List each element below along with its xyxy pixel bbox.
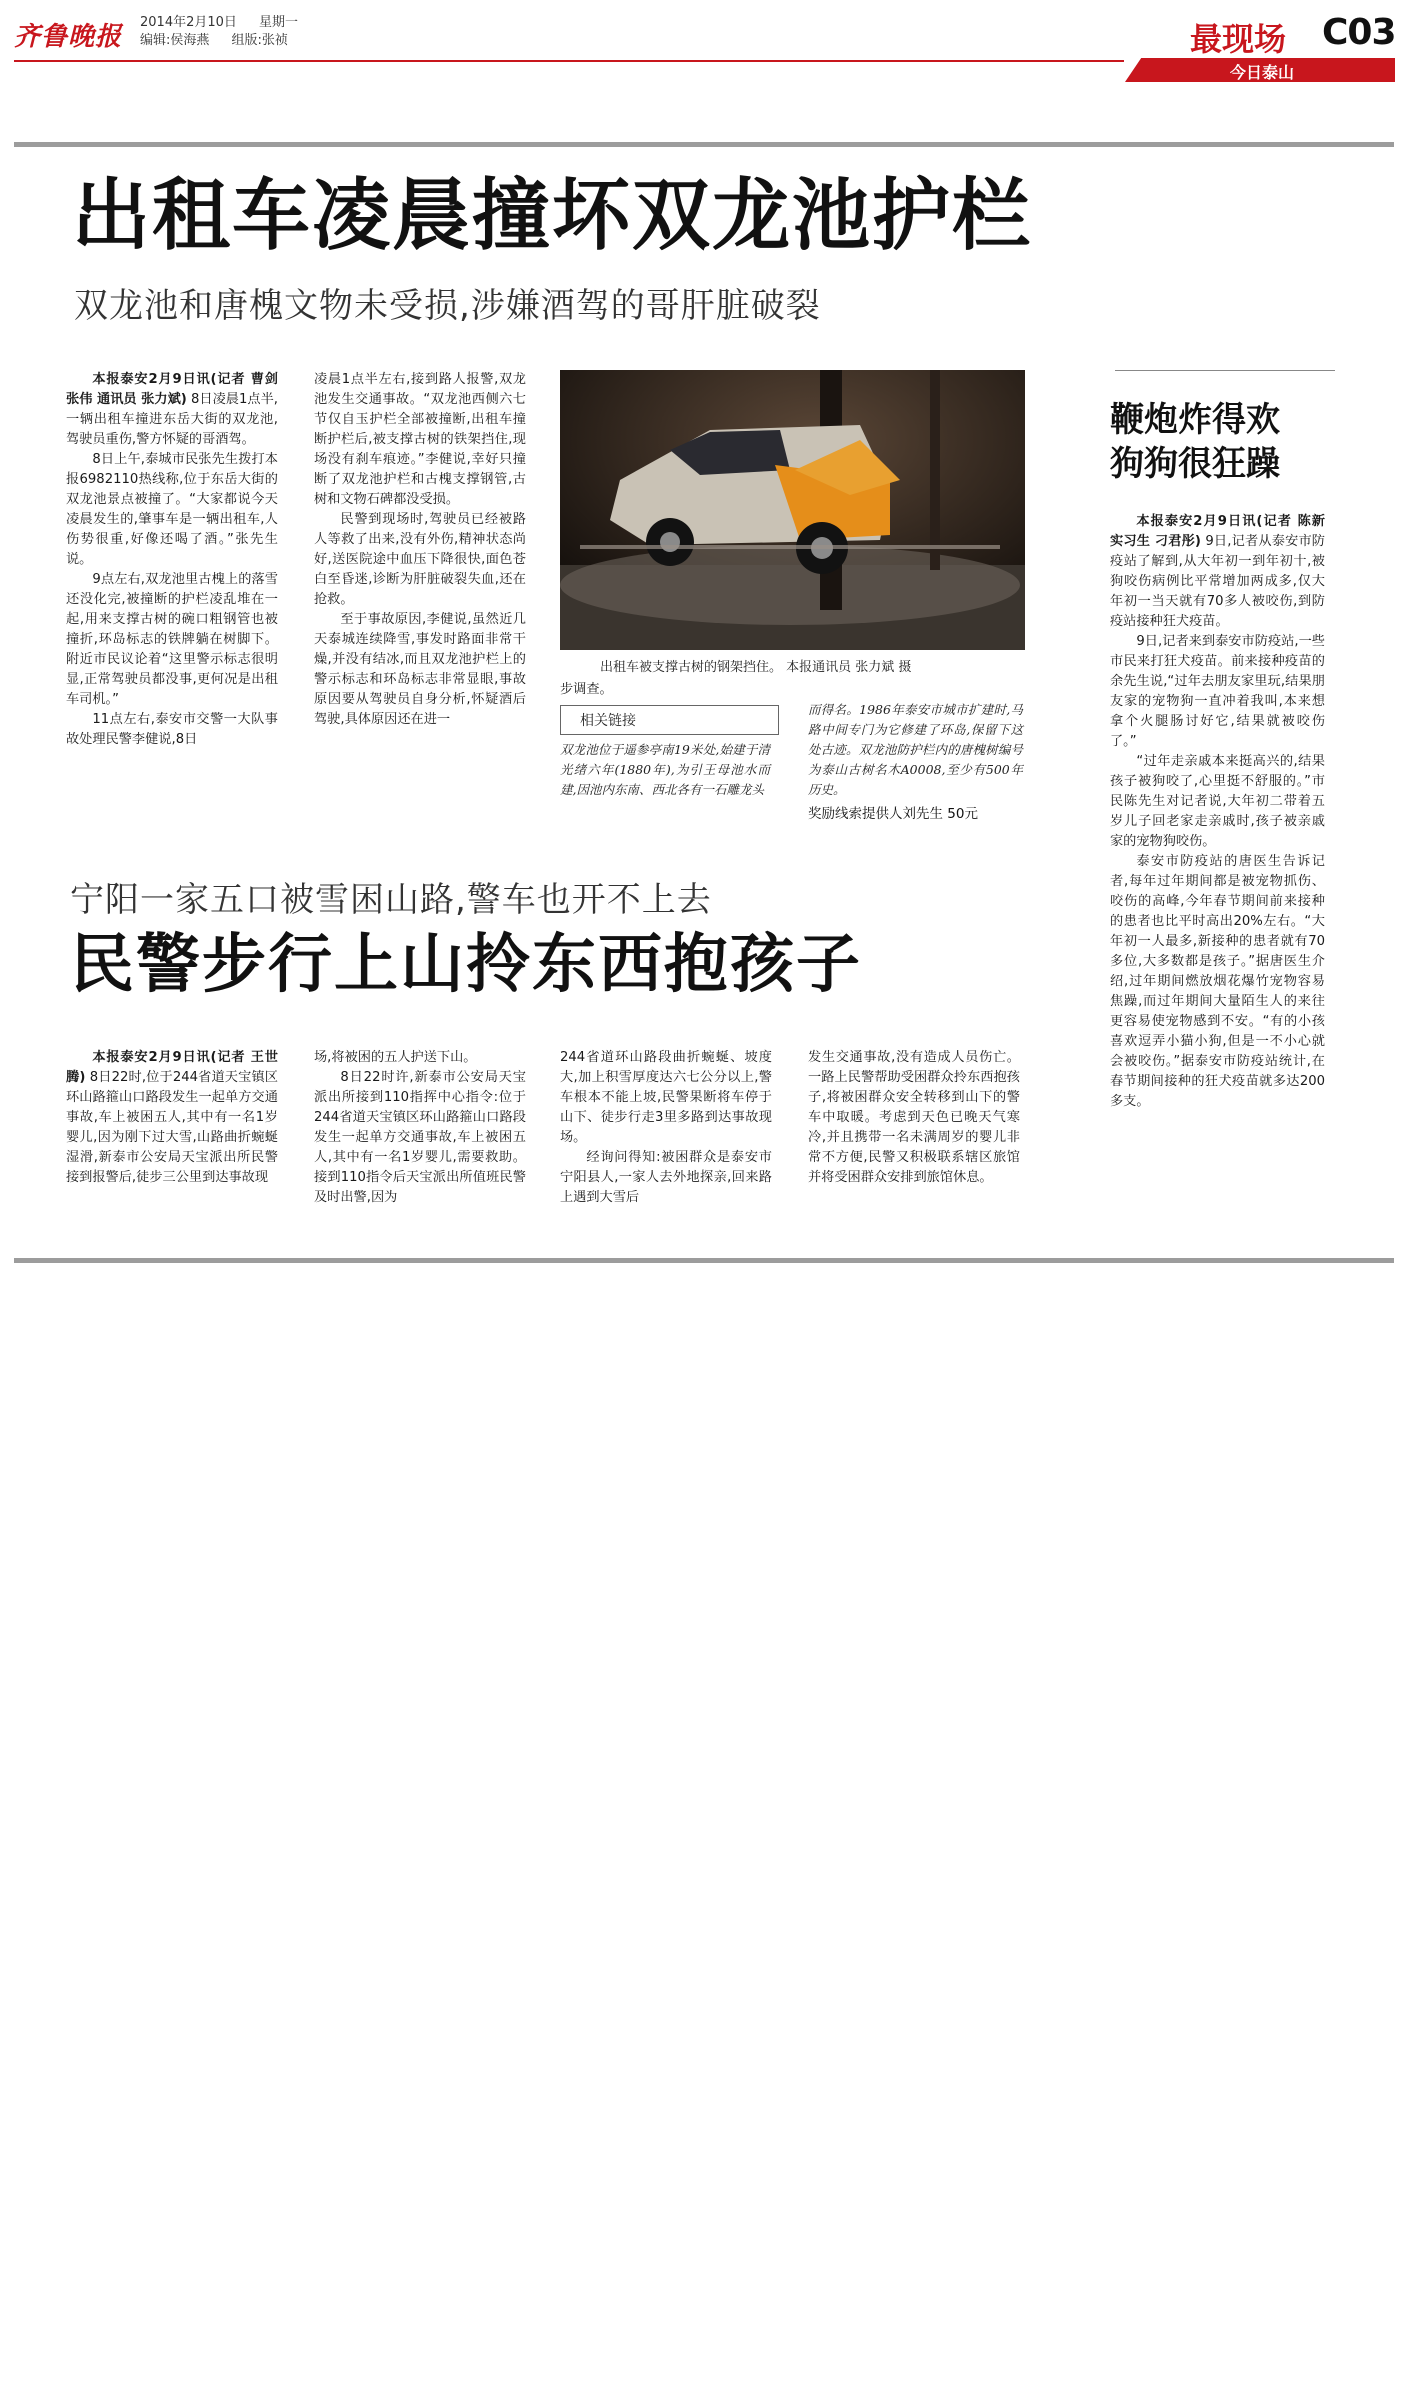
bottom-divider <box>14 1258 1394 1263</box>
photo-caption: 出租车被支撑古树的钢架挡住。 本报通讯员 张力斌 摄 <box>600 660 912 675</box>
story3-column <box>1110 512 1325 1112</box>
story1-headline: 出租车凌晨撞坏双龙池护栏 <box>72 171 1033 261</box>
story2-subhead: 宁阳一家五口被雪困山路,警车也开不上去 <box>70 880 712 920</box>
page-number: C03 <box>1322 12 1396 53</box>
story2-column-1 <box>66 1048 278 1188</box>
editor-credit: 编辑:侯海燕 <box>140 33 210 48</box>
story2-column-2 <box>314 1048 526 1208</box>
story3-para: “过年走亲戚本来挺高兴的,结果孩子被狗咬了,心里挺不舒服的。”市民陈先生对记者说,大年初二带着五岁儿子回老家走亲戚时,孩子被亲戚家的宠物狗咬伤。 <box>1110 754 1325 849</box>
related-text-a: 双龙池位于遥参亭南19米处,始建于清光绪六年(1880年),为引王母池水而建,因池内东南、西北各有一石雕龙头 <box>560 742 770 797</box>
story2-para: 244省道环山路段曲折蜿蜒、坡度大,加上积雪厚度达六七公分以上,警车根本不能上坡,民警果断将车停于山下、徒步行走3里多路到达事故现场。 <box>560 1050 772 1145</box>
story1-para: 9点左右,双龙池里古槐上的落雪还没化完,被撞断的护栏凌乱堆在一起,用来支撑古树的碗口粗钢管也被撞折,环岛标志的铁牌躺在树脚下。附近市民议论着“这里警示标志很明显,正常驾驶员都没事,更何况是出租车司机。” <box>66 572 278 707</box>
section-title: 最现场 <box>1190 20 1287 58</box>
taxi-crash-image <box>560 370 1025 650</box>
newspaper-logo: 齐鲁晚报 <box>14 22 123 52</box>
layout-credit: 组版:张祯 <box>231 33 288 48</box>
story1-column-2 <box>314 370 526 730</box>
story1-para: 步调查。 <box>560 682 613 697</box>
top-divider <box>14 142 1394 147</box>
issue-weekday: 星期一 <box>259 15 299 30</box>
story1-para: 凌晨1点半左右,接到路人报警,双龙池发生交通事故。“双龙池西侧六七节仅自玉护栏全部被撞断,出租车撞断护栏后,被支撑古树的铁架挡住,现场没有刹车痕迹。”李健说,幸好只撞断了双龙池护栏和古槐支撑钢管,古树和文物石碑都没受损。 <box>314 372 526 507</box>
story1-para: 本报泰安2月9日讯(记者 曹剑 张伟 通讯员 张力斌) 8日凌晨1点半,一辆出租车撞进东岳大街的双龙池,驾驶员重伤,警方怀疑的哥酒驾。 <box>66 372 278 447</box>
reward-note: 奖励线索提供人刘先生 50元 <box>808 806 978 822</box>
related-link-label: 相关链接 <box>580 713 636 729</box>
story2-para: 经询问得知:被困群众是泰安市宁阳县人,一家人去外地探亲,回来路上遇到大雪后 <box>560 1150 772 1205</box>
related-text-b: 而得名。1986年泰安市城市扩建时,马路中间专门为它修建了环岛,保留下这处古迹。双龙池防护栏内的唐槐树编号为泰山古树名木A0008,至少有500年历史。 <box>808 702 1023 797</box>
story1-para: 8日上午,泰城市民张先生拨打本报6982110热线称,位于东岳大街的双龙池景点被撞了。“大家都说今天凌晨发生的,肇事车是一辆出租车,人伤势很重,好像还喝了酒。”张先生说。 <box>66 452 278 567</box>
story1-subhead: 双龙池和唐槐文物未受损,涉嫌酒驾的哥肝脏破裂 <box>74 286 821 326</box>
story2-para: 本报泰安2月9日讯(记者 王世腾) 8日22时,位于244省道天宝镇区环山路箍山口路段发生一起单方交通事故,车上被困五人,其中有一名1岁婴儿,因为刚下过大雪,山路曲折蜿蜒湿滑,新泰市公安局天宝派出所民警接到报警后,徒步三公里到达事故现 <box>66 1050 278 1185</box>
issue-date: 2014年2月10日 <box>140 15 237 30</box>
story1-para: 11点左右,泰安市交警一大队事故处理民警李健说,8日 <box>66 712 278 747</box>
story3-para: 本报泰安2月9日讯(记者 陈新 实习生 刁君彤) 9日,记者从泰安市防疫站了解到,从大年初一到年初十,被狗咬伤病例比平常增加两成多,仅大年初一当天就有70多人被咬伤,到防疫站接种狂犬疫苗。 <box>1110 514 1325 629</box>
story3-headline: 鞭炮炸得欢 狗狗很狂躁 <box>1110 400 1280 484</box>
story1-column-1 <box>66 370 278 750</box>
story2-column-4 <box>808 1048 1020 1188</box>
story1-column-3 <box>560 680 680 700</box>
crash-photo <box>560 370 1025 650</box>
story2-para: 发生交通事故,没有造成人员伤亡。一路上民警帮助受困群众拎东西抱孩子,将被困群众安全转移到山下的警车中取暖。考虑到天色已晚天气寒冷,并且携带一名未满周岁的婴儿非常不方便,民警又积极联系辖区旅馆并将受困群众安排到旅馆休息。 <box>808 1050 1020 1185</box>
story2-column-3 <box>560 1048 772 1208</box>
header-rule <box>14 60 1124 62</box>
story2-para: 场,将被困的五人护送下山。 <box>314 1050 477 1065</box>
story3-para: 泰安市防疫站的唐医生告诉记者,每年过年期间都是被宠物抓伤、咬伤的高峰,今年春节期间前来接种的患者也比平时高出20%左右。“大年初一人最多,新接种的患者就有70多位,大多数都是孩子。”据唐医生介绍,过年期间燃放烟花爆竹宠物容易焦躁,而过年期间大量陌生人的来往更容易使宠物感到不安。“有的小孩喜欢逗弄小猫小狗,但是一不小心就会被咬伤。”据泰安市防疫站统计,在春节期间接种的狂犬疫苗就多达200多支。 <box>1110 854 1325 1109</box>
sidebar-rule <box>1115 370 1335 371</box>
story2-para: 8日22时许,新泰市公安局天宝派出所接到110指挥中心指令:位于244省道天宝镇区环山路箍山口路段发生一起单方交通事故,车上被困五人,其中有一名1岁婴儿,需要救助。接到110指令后天宝派出所值班民警及时出警,因为 <box>314 1070 526 1205</box>
story1-para: 民警到现场时,驾驶员已经被路人等救了出来,没有外伤,精神状态尚好,送医院途中血压下降很快,面色苍白至昏迷,诊断为肝脏破裂失血,还在抢救。 <box>314 512 526 607</box>
issue-meta <box>140 14 316 50</box>
story3-para: 9日,记者来到泰安市防疫站,一些市民来打狂犬疫苗。前来接种疫苗的余先生说,“过年去朋友家里玩,结果朋友家的宠物狗一直冲着我叫,本来想拿个火腿肠讨好它,结果就被咬伤了。” <box>1110 634 1325 749</box>
story2-headline: 民警步行上山拎东西抱孩子 <box>70 928 862 1002</box>
subsection-label: 今日泰山 <box>1230 63 1295 82</box>
story1-para: 至于事故原因,李健说,虽然近几天泰城连续降雪,事发时路面非常干燥,并没有结冰,而且双龙池护栏上的警示标志和环岛标志非常显眼,事故原因要从驾驶员自身分析,怀疑酒后驾驶,具体原因还在进一 <box>314 612 526 727</box>
